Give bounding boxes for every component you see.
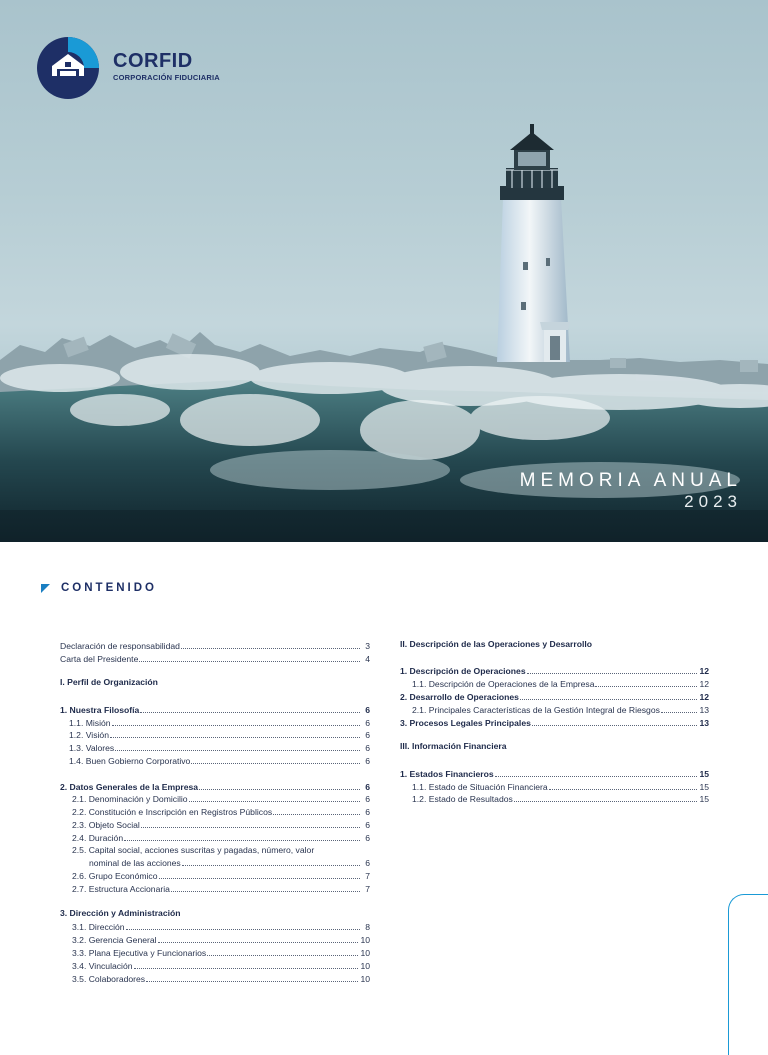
toc-left-column [60, 638, 370, 984]
toc-entry[interactable]: 2.1. Denominación y Domicilio 6 [72, 794, 370, 805]
brand [113, 50, 220, 82]
toc-entry[interactable]: 1.4. Buen Gobierno Corporativo 6 [69, 755, 370, 766]
toc-section[interactable]: 1. Descripción de Operaciones 12 [400, 666, 709, 677]
toc-section[interactable]: 2. Desarrollo de Operaciones 12 [400, 691, 709, 702]
contents-heading [41, 582, 157, 594]
cover-year: 2023 [684, 492, 742, 511]
toc-entry[interactable]: Carta del Presidente 4 [60, 653, 370, 664]
toc-entry[interactable]: 2.6. Grupo Económico 7 [72, 871, 370, 882]
toc-entry[interactable]: 1.2. Estado de Resultados 15 [412, 794, 709, 805]
toc-entry[interactable]: 2.4. Duración 6 [72, 832, 370, 843]
toc-entry[interactable]: 3.3. Plana Ejecutiva y Funcionarios 10 [72, 947, 370, 958]
toc-section[interactable]: 2. Datos Generales de la Empresa 6 [60, 781, 370, 792]
toc-section[interactable]: 1. Estados Financieros 15 [400, 768, 709, 779]
brand-name: CORFID [113, 50, 193, 72]
toc-entry[interactable]: 3.4. Vinculación 10 [72, 960, 370, 971]
triangle-icon [41, 584, 50, 593]
toc-entry[interactable]: 2.1. Principales Características de la Gestión Integral de Riesgos 13 [412, 704, 709, 715]
contents-title: CONTENIDO [61, 582, 157, 594]
toc-entry[interactable]: 1.3. Valores 6 [69, 743, 370, 754]
toc-entry[interactable]: 1.1. Misión 6 [69, 717, 370, 728]
toc-entry[interactable]: 3.1. Dirección 8 [72, 922, 370, 933]
toc-entry[interactable]: 1.1. Descripción de Operaciones de la Empresa 12 [412, 679, 709, 690]
lighthouse [497, 124, 570, 362]
toc-section[interactable]: 1. Nuestra Filosofía 6 [60, 704, 370, 715]
toc-right-column [400, 638, 709, 804]
corfid-logo [36, 36, 100, 100]
toc-entry[interactable]: 2.2. Constitución e Inscripción en Registros Públicos 6 [72, 807, 370, 818]
toc-entry[interactable]: 3.5. Colaboradores 10 [72, 973, 370, 984]
toc-entry[interactable]: 2.3. Objeto Social 6 [72, 819, 370, 830]
toc-part-heading: III. Información Financiera [400, 741, 507, 752]
toc-section[interactable]: 3. Dirección y Administración [60, 907, 181, 918]
brand-subtitle: CORPORACIÓN FIDUCIARIA [113, 73, 220, 82]
decorative-corner-frame [728, 894, 768, 1055]
toc-entry[interactable]: 1.2. Visión 6 [69, 730, 370, 741]
toc-entry[interactable]: Declaración de responsabilidad 3 [60, 640, 370, 651]
toc-entry[interactable]: nominal de las acciones 6 [89, 858, 370, 869]
toc-entry[interactable]: 1.1. Estado de Situación Financiera 15 [412, 781, 709, 792]
cover-title: MEMORIA ANUAL [519, 470, 742, 491]
toc-section[interactable]: 3. Procesos Legales Principales 13 [400, 717, 709, 728]
toc-entry[interactable]: 3.2. Gerencia General 10 [72, 935, 370, 946]
toc-part-heading: I. Perfil de Organización [60, 677, 158, 688]
toc-entry-line[interactable]: 2.5. Capital social, acciones suscritas y pagadas, número, valor [72, 844, 315, 855]
toc-entry[interactable]: 2.7. Estructura Accionaria 7 [72, 883, 370, 894]
toc-part-heading: II. Descripción de las Operaciones y Desarrollo [400, 639, 593, 649]
